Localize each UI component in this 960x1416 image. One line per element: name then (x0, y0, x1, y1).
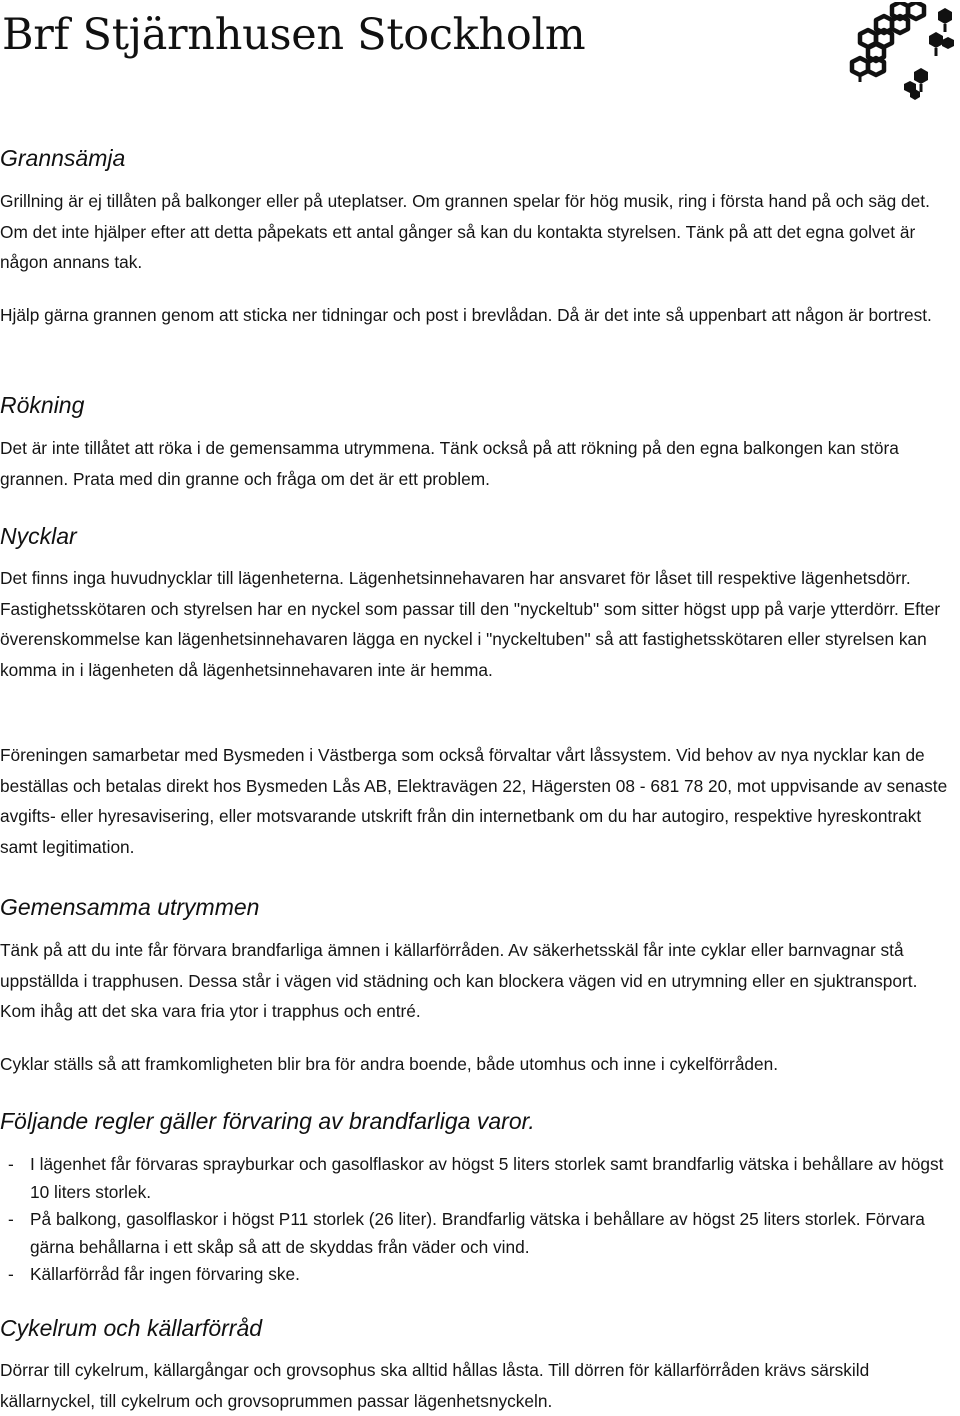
paragraph: Det är inte tillåtet att röka i de gemensamma utrymmena. Tänk också på att rökning på den egna balkongen kan störa grannen. Prata med din granne och fråga om det är ett problem. (0, 438, 899, 489)
honeycomb-logo-icon (846, 2, 956, 100)
paragraph: Grillning är ej tillåten på balkonger eller på uteplatser. Om grannen spelar för hög musik, ring i första hand på och säg det. Om det inte hjälper efter att detta påpekats ett antal gånger så kan du kontakta styrelsen. Tänk på att det egna golvet är någon annans tak. (0, 191, 930, 272)
section-cykelrum-body (0, 1355, 955, 1416)
section-cykelrum (0, 1313, 955, 1343)
section-gemensamma (0, 892, 955, 922)
section-heading: Cykelrum och källarförråd (0, 1315, 263, 1341)
section-brandfarliga (0, 1106, 955, 1136)
section-grannsamja (0, 143, 955, 173)
paragraph: Dörrar till cykelrum, källargångar och grovsophus ska alltid hållas låsta. Till dörren för källarförråden krävs särskild källarnyckel, till cykelrum och grovsoprummen passar lägenhetsnyckeln. (0, 1360, 870, 1411)
section-heading: Gemensamma utrymmen (0, 894, 260, 920)
list-item: - På balkong, gasolflaskor i högst P11 storlek (26 liter). Brandfarlig vätska i behållare av högst 25 liters storlek. Förvara gärna behållarna i ett skåp så att de skyddas från väder och vind. (0, 1206, 955, 1261)
list-item: - Källarförråd får ingen förvaring ske. (0, 1261, 955, 1289)
section-rokning (0, 390, 955, 420)
page-title: Brf Stjärnhusen Stockholm (2, 10, 586, 60)
paragraph: Föreningen samarbetar med Bysmeden i Västberga som också förvaltar vårt låssystem. Vid behov av nya nycklar kan de beställas och betalas direkt hos Bysmeden Lås AB, Elektravägen 22, Hägersten 08 - 681 78 20, mot uppvisande av senaste avgifts- eller hyresavisering, eller motsvarande utskrift från din internetbank om du har autogiro, respektive hyreskontrakt samt legitimation. (0, 745, 948, 857)
section-nycklar (0, 521, 955, 551)
paragraph: Hjälp gärna grannen genom att sticka ner tidningar och post i brevlådan. Då är det inte så uppenbart att någon är bortrest. (0, 305, 932, 325)
section-grannsamja-body-2 (0, 300, 955, 331)
section-heading: Rökning (0, 392, 85, 418)
section-rokning-body (0, 433, 955, 494)
section-nycklar-body (0, 563, 955, 685)
section-heading: Följande regler gäller förvaring av brandfarliga varor. (0, 1108, 535, 1134)
section-gemensamma-body-2 (0, 1049, 955, 1080)
section-heading: Nycklar (0, 523, 77, 549)
section-nycklar-body-2 (0, 740, 955, 862)
section-grannsamja-body (0, 186, 955, 278)
section-brandfarliga-list (0, 1151, 955, 1289)
section-gemensamma-body (0, 935, 955, 1027)
paragraph: Tänk på att du inte får förvara brandfarliga ämnen i källarförråden. Av säkerhetsskäl får inte cyklar eller barnvagnar stå uppställda i trapphusen. Dessa står i vägen vid städning och kan blockera vägen vid en utrymning eller en sjuktransport. Kom ihåg att det ska vara fria ytor i trapphus och entré. (0, 940, 918, 1021)
section-heading: Grannsämja (0, 145, 126, 171)
rules-list (0, 1151, 955, 1289)
paragraph: Cyklar ställs så att framkomligheten blir bra för andra boende, både utomhus och inne i cykelförråden. (0, 1054, 779, 1074)
list-item: - I lägenhet får förvaras sprayburkar och gasolflaskor av högst 5 liters storlek samt brandfarlig vätska i behållare av högst 10 liters storlek. (0, 1151, 955, 1206)
paragraph: Det finns inga huvudnycklar till lägenheterna. Lägenhetsinnehavaren har ansvaret för låset till respektive lägenhetsdörr. Fastighetsskötaren och styrelsen har en nyckel som passar till den "nyckeltub" som sitter högst upp på varje ytterdörr. Efter överenskommelse kan lägenhetsinnehavaren lägga en nyckel i "nyckeltuben" så att fastighetsskötaren eller styrelsen kan komma in i lägenheten då lägenhetsinnehavaren inte är hemma. (0, 568, 941, 680)
